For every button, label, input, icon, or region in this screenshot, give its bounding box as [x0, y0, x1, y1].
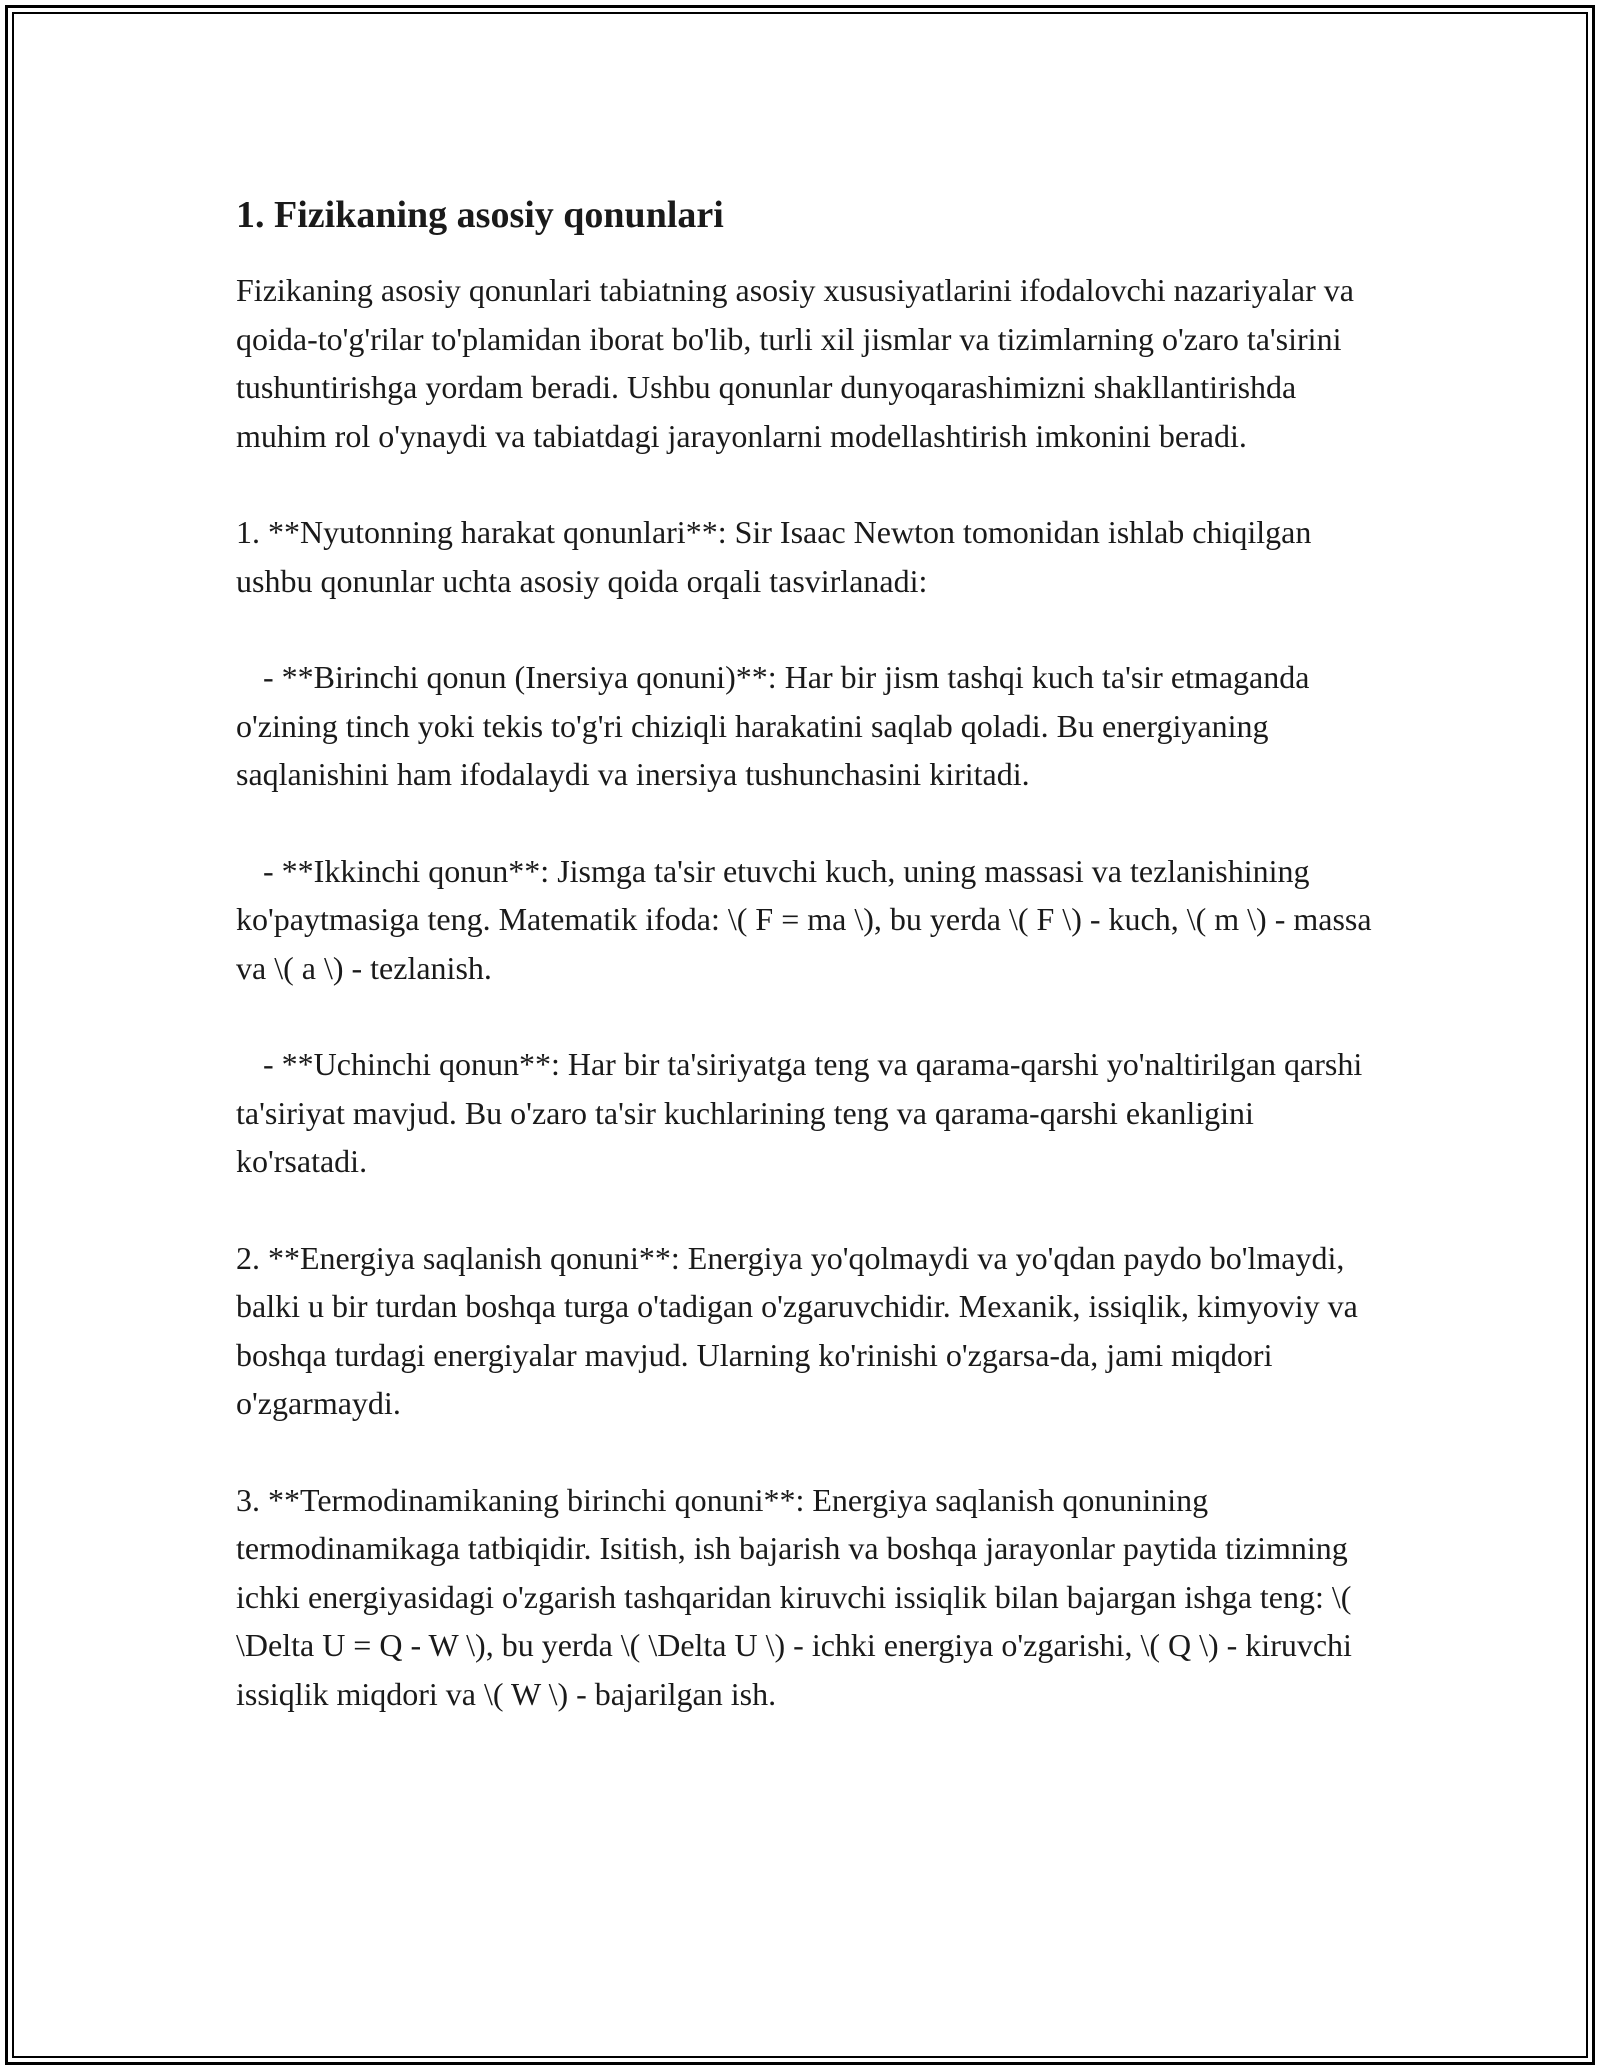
newton-laws-paragraph: 1. **Nyutonning harakat qonunlari**: Sir Isaac Newton tomonidan ishlab chiqilgan ushbu qonunlar uchta asosiy qoida orqali tasvirlanadi:	[236, 514, 1312, 599]
energy-conservation-paragraph: 2. **Energiya saqlanish qonuni**: Energiya yo'qolmaydi va yo'qdan paydo bo'lmaydi, balki u bir turdan boshqa turga o'tadigan o'zgaruvchidir. Mexanik, issiqlik, kimyoviy va boshqa turdagi energiyalar mavjud. Ularning ko'rinishi o'zgarsa-da, jami miqdori o'zgarmaydi.	[236, 1239, 1358, 1421]
document-body	[236, 186, 1376, 1766]
third-law-paragraph: - **Uchinchi qonun**: Har bir ta'siriyatga teng va qarama-qarshi yo'naltirilgan qarshi ta'siriyat mavjud. Bu o'zaro ta'sir kuchlarining teng va qarama-qarshi ekanligini ko'rsatadi.	[236, 1046, 1363, 1179]
thermodynamics-paragraph: 3. **Termodinamikaning birinchi qonuni**: Energiya saqlanish qonunining termodinamikaga tatbiqidir. Isitish, ish bajarish va boshqa jarayonlar paytida tizimning ichki energiyasidagi o'zgarish tashqaridan kiruvchi issiqlik bilan bajargan ishga teng: \( \Delta U = Q - W \), bu yerda \( \Delta U \) - ichki energiya o'zgarishi, \( Q \) - kiruvchi issiqlik miqdori va \( W \) - bajarilgan ish.	[236, 1481, 1352, 1712]
section-heading: 1. Fizikaning asosiy qonunlari	[236, 194, 724, 236]
second-law-paragraph: - **Ikkinchi qonun**: Jismga ta'sir etuvchi kuch, uning massasi va tezlanishining ko'paytmasiga teng. Matematik ifoda: \( F = ma \), bu yerda \( F \) - kuch, \( m \) - massa va \( a \) - tezlanish.	[236, 852, 1372, 986]
intro-paragraph: Fizikaning asosiy qonunlari tabiatning asosiy xususiyatlarini ifodalovchi nazariyalar va qoida-to'g'rilar to'plamidan iborat bo'lib, turli xil jismlar va tizimlarning o'zaro ta'sirini tushuntirishga yordam beradi. Ushbu qonunlar dunyoqarashimizni shakllantirishda muhim rol o'ynaydi va tabiatdagi jarayonlarni modellashtirish imkonini beradi.	[236, 272, 1354, 454]
first-law-paragraph: - **Birinchi qonun (Inersiya qonuni)**: Har bir jism tashqi kuch ta'sir etmaganda o'zining tinch yoki tekis to'g'ri chiziqli harakatini saqlab qoladi. Bu energiyaning saqlanishini ham ifodalaydi va inersiya tushunchasini kiritadi.	[236, 659, 1310, 792]
